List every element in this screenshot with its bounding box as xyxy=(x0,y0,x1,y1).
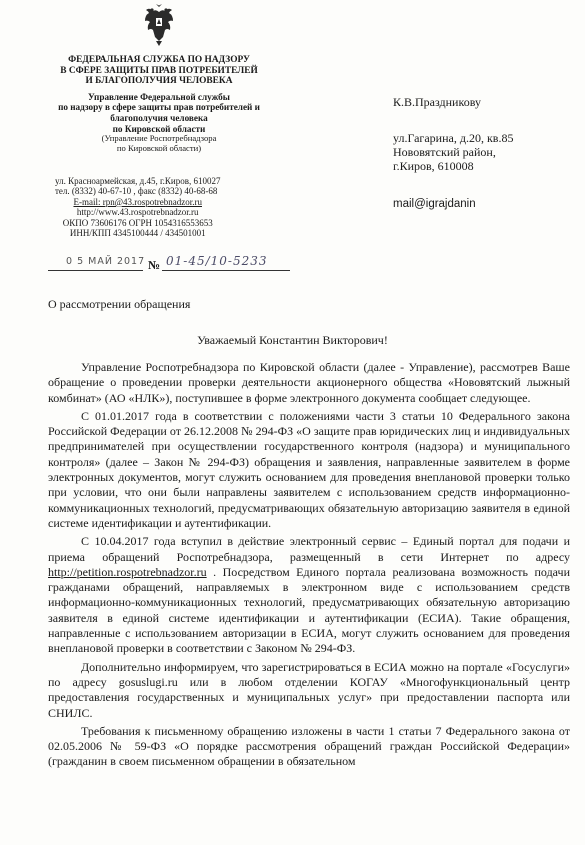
paragraph-text: С 10.04.2017 года вступил в действие электронный сервис – Единый портал для подачи и приема обращений Роспотребнадзора, размещенный в сети Интернет по адресу xyxy=(48,534,570,564)
recipient-address-line: г.Киров, 610008 xyxy=(393,159,474,173)
paragraph-text: . Посредством Единого портала реализована возможность подачи гражданами обращений, направляемых в электронном виде с использованием средств информационно-коммуникационных технологий, предусматривающих обязательную авторизацию заявителя в единой системе идентификации и аутентификации (ЕСИА). Такие обращения, направленные с использованием авторизации в ЕСИА, могут служить основанием для проведения внеплановой проверки в соответствии с Законом № 294-ФЗ. xyxy=(48,564,570,656)
agency-line: И БЛАГОПОЛУЧИЯ ЧЕЛОВЕКА xyxy=(85,76,233,87)
department-line: благополучия человека xyxy=(110,112,208,123)
recipient-block xyxy=(393,95,513,211)
recipient-name: К.В.Праздникову xyxy=(393,95,481,109)
sender-address: ул. Красноармейская, д.45, г.Киров, 610027 xyxy=(55,176,221,186)
petition-portal-link[interactable]: http://petition.rospotrebnadzor.ru xyxy=(48,564,207,579)
registration-number: 01-45/10-5233 xyxy=(166,254,268,268)
body-paragraph: Управление Роспотребнадзора по Кировской области (далее - Управление), рассмотрев Ваше обращение о проведении проверки деятельности акционерного общества «Нововятский лыжный комбинат» (АО «НЛК»), поступившее в форме электронного документа сообщает следующее. xyxy=(48,360,570,405)
recipient-address-line: ул.Гагарина, д.20, кв.85 xyxy=(393,131,514,145)
sender-okpo: ОКПО 73606176 ОГРН 1054316553653 xyxy=(62,217,213,228)
registration-date-stamp: 0 5 МАЙ 2017 xyxy=(66,256,146,267)
department-line: по Кировской области xyxy=(112,123,206,134)
letter-greeting: Уважаемый Константин Викторович! xyxy=(197,333,388,347)
agency-line: ФЕДЕРАЛЬНАЯ СЛУЖБА ПО НАДЗОРУ xyxy=(68,55,250,65)
sender-website-link[interactable]: http://www.43.rospotrebnadzor.ru xyxy=(76,207,199,218)
number-underline xyxy=(162,270,290,271)
recipient-mail: mail@igrajdanin xyxy=(393,198,476,210)
body-paragraph: Дополнительно информируем, что зарегистрироваться в ЕСИА можно на портале «Госуслуги» по адресу gosuslugi.ru или в любом отделении КОГАУ «Многофункциональный центр предоставления государственных и муниципальных услуг» при предоставлении паспорта или СНИЛС. xyxy=(48,659,570,720)
body-paragraph: С 01.01.2017 года в соответствии с положениями части 3 статьи 10 Федерального закона Российской Федерации от 26.12.2008 № 294-ФЗ «О защите прав юридических лиц и индивидуальных предпринимателей при осуществлении государственного контроля (надзора) и муниципального контроля» (далее – Закон № 294-ФЗ) обращения и заявления, направленные заявителем в форме электронных документов, могут служить основанием для проведения внеплановой проверки только при условии, что они были направлены заявителем с использованием средств информационно-коммуникационных технологий, предусматривающих обязательную авторизацию заявителя в единой системе идентификации и аутентификации. xyxy=(48,408,570,530)
recipient-address-line: Нововятский район, xyxy=(393,145,496,159)
double-headed-eagle-emblem-icon xyxy=(143,3,175,47)
sender-block xyxy=(30,55,288,154)
department-line: по надзору в сфере защиты прав потребителей и xyxy=(58,102,260,113)
agency-line: В СФЕРЕ ЗАЩИТЫ ПРАВ ПОТРЕБИТЕЛЕЙ xyxy=(60,65,258,76)
body-paragraph xyxy=(48,534,570,656)
department-short-name xyxy=(30,134,288,154)
short-name-line: (Управление Роспотребнадзора xyxy=(101,133,217,144)
sender-email-link[interactable]: E-mail: rpn@43.rospotrebnadzor.ru xyxy=(73,196,202,207)
sender-contacts xyxy=(55,176,220,238)
agency-name xyxy=(30,55,288,87)
number-sign: № xyxy=(148,258,161,272)
letter-subject: О рассмотрении обращения xyxy=(48,297,191,311)
date-underline xyxy=(48,270,143,271)
letter-body xyxy=(48,360,570,773)
short-name-line: по Кировской области) xyxy=(116,142,202,153)
department-name xyxy=(30,92,288,134)
body-paragraph: Требования к письменному обращению изложены в части 1 статьи 7 Федерального закона от 02.05.2006 № 59-ФЗ «О порядке рассмотрения обращений граждан Российской Федерации» (гражданин в своем письменном обращении в обязательном xyxy=(48,723,570,769)
sender-inn: ИНН/КПП 4345100444 / 434501001 xyxy=(69,228,206,239)
registration-line xyxy=(48,256,293,280)
department-line: Управление Федеральной службы xyxy=(88,91,230,102)
sender-phone: тел. (8332) 40-67-10 , факс (8332) 40-68-68 xyxy=(55,186,218,197)
